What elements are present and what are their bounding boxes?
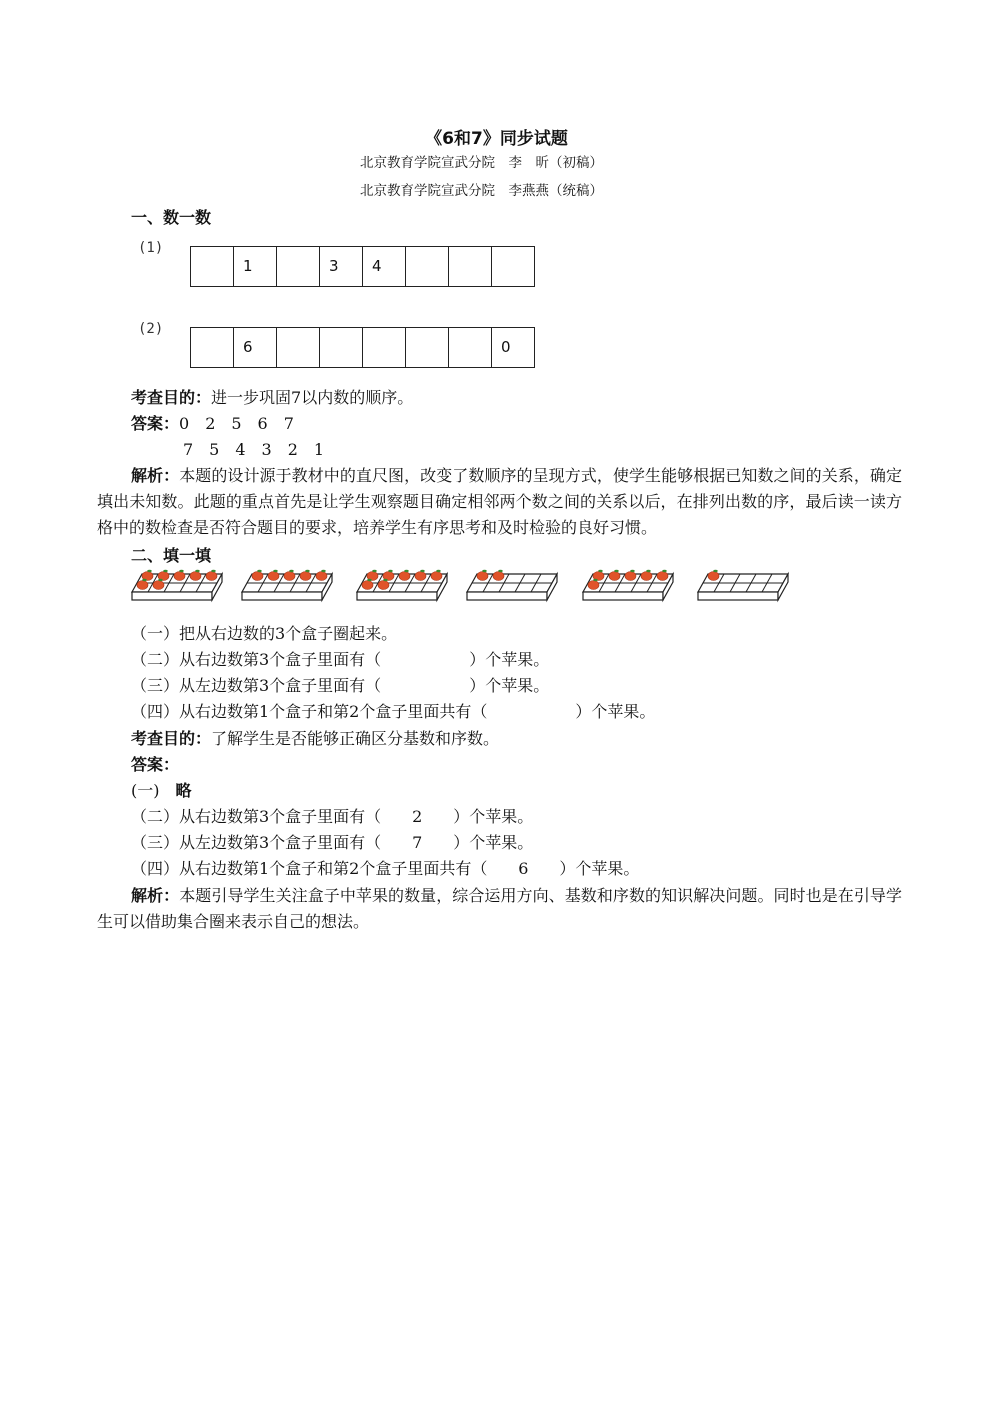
question-text: （四）从右边数第1个盒子和第2个盒子里面共有（ [131,702,488,721]
apple-icon [190,572,201,581]
apple-icon [431,572,442,581]
apple-icon [609,572,620,581]
sequence-cell[interactable] [191,328,234,367]
leaf-icon [273,570,277,572]
leaf-icon [163,570,167,572]
leaf-icon [211,570,215,572]
leaf-icon [662,570,666,572]
answer-value: 2 [412,807,423,826]
author-line-1: 北京教育学院宣武分院 李 昕（初稿） [360,155,603,171]
leaf-icon [305,570,309,572]
answer-suffix: ）个苹果。 [453,807,534,826]
question-2 [131,647,549,673]
apple-icon [300,572,311,581]
apple-icon [362,581,373,590]
analysis-2 [97,883,902,935]
number-sequence-2 [190,327,535,368]
leaf-icon [404,570,408,572]
apple-icon [625,572,636,581]
analysis-1 [97,463,902,541]
analysis-text: 本题的设计源于教材中的直尺图，改变了数顺序的呈现方式，使学生能够根据已知数之间的关系，确定填出未知数。此题的重点首先是让学生观察题目确定相邻两个数之间的关系以后，在排列出数的序，最后读一读方格中的数检查是否符合题目的要求，培养学生有序思考和及时检验的良好习惯。 [97,466,902,537]
apple-icon [641,572,652,581]
answer-line-1: 0 2 5 6 7 [179,414,294,433]
answer-prefix: （三）从左边数第3个盒子里面有（ [131,833,382,852]
section-2-heading: 二、填一填 [131,546,212,565]
leaf-icon [598,570,602,572]
sequence-cell: 3 [320,247,363,286]
apple-icon [206,572,217,581]
apple-box-4[interactable] [463,566,559,606]
answer-label: 答案： [131,414,180,433]
sequence-cell[interactable] [277,328,320,367]
answer-2-1 [131,778,192,804]
purpose-text: 了解学生是否能够正确区分基数和序数。 [211,729,500,748]
leaf-icon [646,570,650,572]
question-suffix: ）个苹果。 [575,702,656,721]
analysis-label: 解析： [131,466,180,485]
leaf-icon [388,570,392,572]
section-1-heading: 一、数一数 [131,208,212,227]
answer-prefix: （四）从右边数第1个盒子和第2个盒子里面共有（ [131,859,488,878]
apple-box-3[interactable] [353,566,449,606]
leaf-icon [321,570,325,572]
apple-box-2[interactable] [238,566,334,606]
number-sequence-1 [190,246,535,287]
apple-box-5[interactable] [579,566,675,606]
purpose-2 [131,726,499,752]
leaf-icon [372,570,376,572]
sequence-cell[interactable] [492,247,534,286]
answer-2-label: 答案： [131,755,180,774]
leaf-icon [630,570,634,572]
apple-icon [493,572,504,581]
leaf-icon [593,579,597,581]
sequence-cell[interactable] [363,328,406,367]
leaf-icon [257,570,261,572]
page-title: 《6和7》同步试题 [425,129,568,149]
answer-prefix: （二）从右边数第3个盒子里面有（ [131,807,382,826]
sequence-cell: 0 [501,338,511,356]
purpose-1 [131,385,413,411]
leaf-icon [289,570,293,572]
purpose-label: 考查目的： [131,388,212,407]
answer-value: 7 [412,833,423,852]
question-1: （一）把从右边数的3个盒子圈起来。 [131,624,398,643]
author-line-2: 北京教育学院宣武分院 李燕燕（统稿） [360,183,603,199]
answer-2-2 [131,804,533,830]
answer-2-4 [131,856,639,882]
question-suffix: ）个苹果。 [469,650,550,669]
apple-icon [268,572,279,581]
sequence-cell[interactable] [406,247,449,286]
leaf-icon [383,579,387,581]
sequence-cell[interactable] [277,247,320,286]
answer-prefix: (一) [131,781,176,800]
answer-2-3 [131,830,533,856]
purpose-label: 考查目的： [131,729,212,748]
analysis-text: 本题引导学生关注盒子中苹果的数量，综合运用方向、基数和序数的知识解决问题。同时也是在引导学生可以借助集合圈来表示自己的想法。 [97,886,902,931]
apple-icon [316,572,327,581]
sequence-cell[interactable] [449,247,492,286]
sequence-cell[interactable] [449,328,492,367]
apple-icon [174,572,185,581]
apple-box-1[interactable] [128,566,224,606]
apple-icon [378,581,389,590]
apple-icon [137,581,148,590]
sequence-cell: 1 [234,247,277,286]
apple-icon [399,572,410,581]
sequence-cell[interactable] [320,328,363,367]
question-suffix: ）个苹果。 [469,676,550,695]
apple-icon [252,572,263,581]
question-3 [131,673,549,699]
apple-icon [284,572,295,581]
leaf-icon [367,579,371,581]
question-4 [131,699,655,725]
apple-icon [477,572,488,581]
sequence-cell: 6 [234,328,277,367]
sequence-cell: 4 [363,247,406,286]
answer-1 [131,411,294,437]
apple-icon [588,581,599,590]
apple-icon [657,572,668,581]
answer-line-2: 7 5 4 3 2 1 [183,440,325,459]
question-text: （二）从右边数第3个盒子里面有（ [131,650,382,669]
answer-value: 略 [175,781,192,800]
answer-suffix: ）个苹果。 [559,859,640,878]
question-text: （三）从左边数第3个盒子里面有（ [131,676,382,695]
apple-box-6[interactable] [694,566,794,606]
apple-icon [153,581,164,590]
leaf-icon [142,579,146,581]
sequence-cell[interactable] [406,328,449,367]
analysis-label: 解析： [131,886,180,905]
leaf-icon [482,570,486,572]
sequence-cell[interactable] [191,247,234,286]
leaf-icon [436,570,440,572]
leaf-icon [420,570,424,572]
purpose-text: 进一步巩固7以内数的顺序。 [211,388,414,407]
leaf-icon [614,570,618,572]
leaf-icon [713,570,717,572]
apple-icon [415,572,426,581]
row-1-label: (1) [138,240,164,256]
leaf-icon [147,570,151,572]
apple-icon [708,572,719,581]
row-2-label: (2) [138,321,164,337]
leaf-icon [179,570,183,572]
leaf-icon [158,579,162,581]
leaf-icon [195,570,199,572]
answer-suffix: ）个苹果。 [453,833,534,852]
leaf-icon [498,570,502,572]
answer-value: 6 [518,859,529,878]
